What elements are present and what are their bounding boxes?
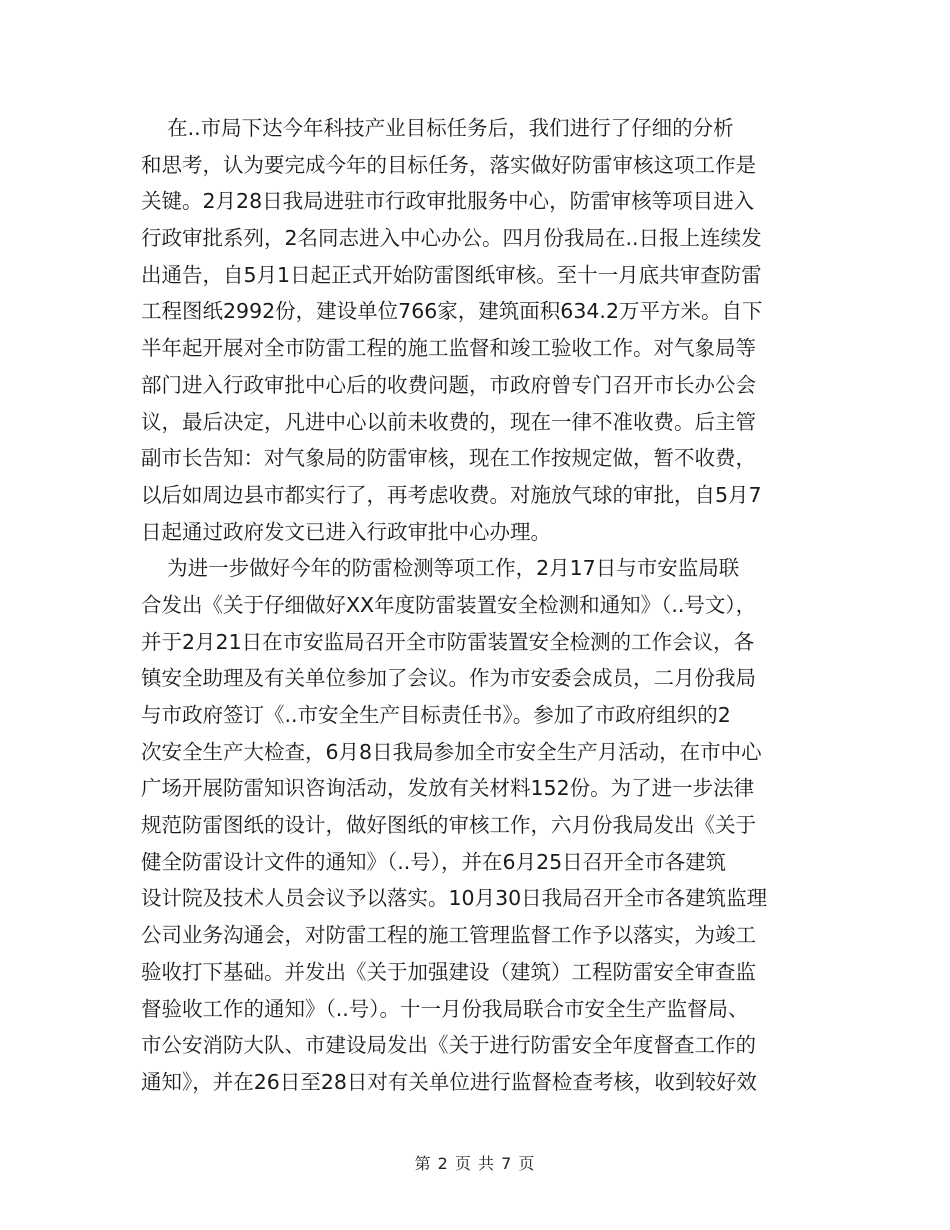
text-line: 公司业务沟通会，对防雷工程的施工管理监督工作予以落实，为竣工 [141, 923, 756, 948]
text-line: 督验收工作的通知》（..号）。十一月份我局联合市安全生产监督局、 [141, 996, 749, 1021]
text-line: 健全防雷设计文件的通知》（..号），并在6月25日召开全市各建筑 [141, 849, 727, 874]
text-line: 半年起开展对全市防雷工程的施工监督和竣工验收工作。对气象局等 [141, 336, 756, 361]
text-line: 出通告，自5月1日起正式开始防雷图纸审核。至十一月底共审查防雷 [141, 262, 762, 287]
text-line: 通知》，并在26日至28日对有关单位进行监督检查考核，收到较好效 [141, 1069, 757, 1094]
text-line: 与市政府签订《..市安全生产目标责任书》。参加了市政府组织的2 [141, 703, 731, 727]
text-line: 并于2月21日在市安监局召开全市防雷装置安全检测的工作会议，各 [141, 629, 755, 654]
text-line: 为进一步做好今年的防雷检测等项工作，2月17日与市安监局联 [141, 556, 740, 581]
page-footer: 第 2 页 共 7 页 [414, 1154, 536, 1173]
text-line: 合发出《关于仔细做好XX年度防雷装置安全检测和通知》（..号文）， [141, 592, 757, 617]
text-line: 部门进入行政审批中心后的收费问题，市政府曾专门召开市长办公会 [141, 372, 756, 397]
text-line: 和思考，认为要完成今年的目标任务，落实做好防雷审核这项工作是 [141, 152, 756, 177]
text-line: 副市长告知：对气象局的防雷审核，现在工作按规定做，暂不收费， [141, 446, 756, 471]
text-line: 次安全生产大检查，6月8日我局参加全市安全生产月活动，在市中心 [141, 739, 762, 764]
text-line: 广场开展防雷知识咨询活动，发放有关材料152份。为了进一步法律 [141, 776, 755, 801]
body-text [141, 110, 813, 1101]
text-line: 设计院及技术人员会议予以落实。10月30日我局召开全市各建筑监理 [141, 886, 768, 911]
text-line: 工程图纸2992份，建设单位766家，建筑面积634.2万平方米。自下 [141, 299, 763, 324]
text-line: 镇安全助理及有关单位参加了会议。作为市安委会成员，二月份我局 [141, 666, 756, 691]
text-line: 规范防雷图纸的设计，做好图纸的审核工作，六月份我局发出《关于 [141, 813, 756, 838]
text-line: 议，最后决定，凡进中心以前未收费的，现在一律不准收费。后主管 [141, 409, 756, 434]
text-line: 日起通过政府发文已进入行政审批中心办理。 [141, 519, 551, 544]
text-line: 验收打下基础。并发出《关于加强建设（建筑）工程防雷安全审查监 [141, 959, 756, 984]
text-line: 关键。2月28日我局进驻市行政审批服务中心，防雷审核等项目进入 [141, 189, 755, 214]
text-line: 市公安消防大队、市建设局发出《关于进行防雷安全年度督查工作的 [141, 1033, 756, 1058]
text-line: 在..市局下达今年科技产业目标任务后，我们进行了仔细的分析 [141, 116, 734, 140]
text-line: 行政审批系列，2名同志进入中心办公。四月份我局在..日报上连续发 [141, 226, 762, 251]
text-line: 以后如周边县市都实行了，再考虑收费。对施放气球的审批，自5月7 [141, 482, 762, 507]
